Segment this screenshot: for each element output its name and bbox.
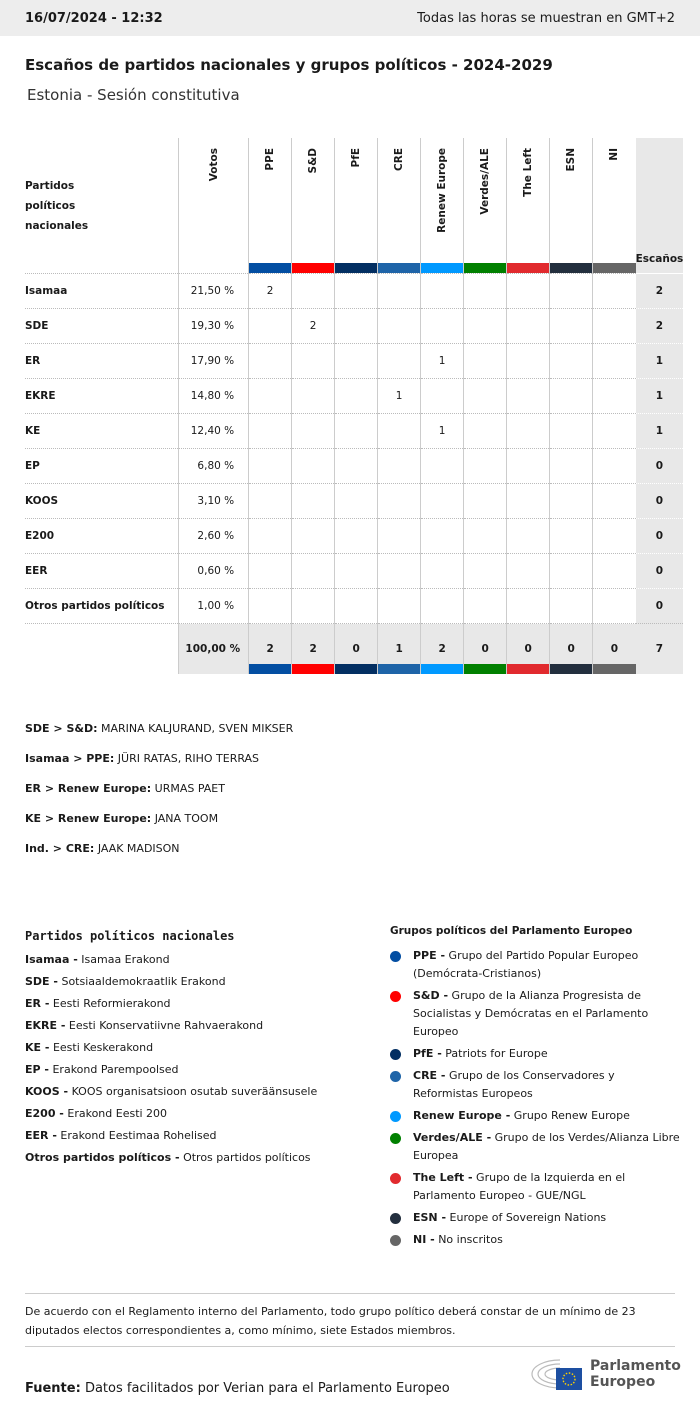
seat-cell: 1 <box>378 379 421 414</box>
top-bar <box>0 0 700 36</box>
seats-value: 1 <box>636 344 684 379</box>
seat-cell <box>292 484 335 519</box>
seat-cell <box>335 554 378 589</box>
seat-cell <box>378 274 421 309</box>
mep-list <box>25 714 293 864</box>
group-color-bar <box>378 263 420 273</box>
legend-name: Grupo de la Alianza Progresista de Socialistas y Demócratas en el Parlamento Europeo <box>413 989 649 1038</box>
seat-cell <box>464 274 507 309</box>
legend-abbr: PPE - <box>413 949 446 962</box>
total-seat-cell <box>335 624 378 674</box>
seats-value: 2 <box>636 274 684 309</box>
source <box>25 1381 450 1396</box>
seat-cell <box>593 554 636 589</box>
group-color-bar <box>292 263 334 273</box>
group-color-bar <box>335 664 377 674</box>
votes-header <box>179 138 249 274</box>
seat-cell <box>464 484 507 519</box>
legend-abbr: KOOS - <box>25 1085 69 1098</box>
mep-label: Isamaa > PPE: <box>25 752 115 765</box>
total-seat-cell <box>507 624 550 674</box>
seat-cell <box>421 484 464 519</box>
seat-cell <box>421 379 464 414</box>
total-seat-value: 0 <box>524 642 532 655</box>
legend-name: Patriots for Europe <box>445 1047 548 1060</box>
seat-cell <box>593 589 636 624</box>
group-color-bar <box>464 263 506 273</box>
legend-name: Grupo del Partido Popular Europeo (Demócrata-Cristianos) <box>413 949 639 980</box>
seat-cell <box>378 484 421 519</box>
legend-name: Europe of Sovereign Nations <box>449 1211 607 1224</box>
seat-cell <box>507 484 550 519</box>
seat-cell <box>249 309 292 344</box>
seat-cell <box>292 274 335 309</box>
group-header-label: Verdes/ALE <box>479 148 492 215</box>
seat-cell <box>550 554 593 589</box>
votes-value: 17,90 % <box>179 344 249 379</box>
table-row <box>25 589 683 624</box>
party-name: ER <box>25 344 179 379</box>
seat-cell <box>593 414 636 449</box>
seat-cell <box>550 589 593 624</box>
seat-cell <box>421 519 464 554</box>
legend-name: Erakond Parempoolsed <box>52 1063 179 1076</box>
party-header: Partidos políticos nacionales <box>25 179 89 232</box>
divider <box>25 1346 675 1347</box>
legend-name: No inscritos <box>438 1233 503 1246</box>
legend-abbr: Verdes/ALE - <box>413 1131 492 1144</box>
group-color-bar <box>507 263 549 273</box>
seat-cell <box>593 344 636 379</box>
seat-cell <box>550 449 593 484</box>
seat-cell <box>550 344 593 379</box>
total-seat-value: 0 <box>610 642 619 655</box>
legend-abbr: KE - <box>25 1041 50 1054</box>
legend-name: KOOS organisatsioon osutab suveräänsusele <box>71 1085 318 1098</box>
legend-abbr: The Left - <box>413 1171 473 1184</box>
parliament-logo[interactable] <box>520 1356 680 1392</box>
group-color-bar <box>593 263 636 273</box>
group-dot-icon <box>390 1213 401 1224</box>
seat-cell <box>292 414 335 449</box>
group-header <box>292 138 335 274</box>
seat-cell: 1 <box>421 344 464 379</box>
seat-cell <box>464 344 507 379</box>
group-header <box>378 138 421 274</box>
seat-cell <box>464 589 507 624</box>
seat-cell <box>335 519 378 554</box>
mep-label: SDE > S&D: <box>25 722 98 735</box>
seat-cell <box>507 344 550 379</box>
group-color-bar <box>249 263 291 273</box>
total-seat-cell <box>421 624 464 674</box>
group-color-bar <box>378 664 420 674</box>
legend-abbr: EKRE - <box>25 1019 66 1032</box>
party-name: EP <box>25 449 179 484</box>
group-color-bar <box>550 664 592 674</box>
group-color-bar <box>421 664 463 674</box>
footer-note: De acuerdo con el Reglamento interno del Parlamento, todo grupo político deberá constar de un mínimo de 23 diputados electos correspondientes a, como mínimo, siete Estados miembros. <box>25 1305 636 1337</box>
table-row <box>25 484 683 519</box>
group-color-bar <box>249 664 291 674</box>
group-header <box>550 138 593 274</box>
seats-value: 0 <box>636 589 684 624</box>
total-seat-value: 2 <box>266 642 274 655</box>
seat-cell <box>421 309 464 344</box>
legend-group-item <box>390 947 680 983</box>
seat-cell <box>464 379 507 414</box>
group-color-bar <box>550 263 592 273</box>
seat-cell <box>593 309 636 344</box>
group-color-bar <box>507 664 549 674</box>
total-seat-value: 0 <box>481 642 489 655</box>
legend-abbr: SDE - <box>25 975 58 988</box>
seat-cell <box>249 589 292 624</box>
party-name: E200 <box>25 519 179 554</box>
votes-value: 0,60 % <box>179 554 249 589</box>
group-header-label: S&D <box>307 148 320 174</box>
legend-abbr: EER - <box>25 1129 57 1142</box>
party-name: SDE <box>25 309 179 344</box>
legend-group-item <box>390 1107 680 1125</box>
party-name: EKRE <box>25 379 179 414</box>
group-color-bar <box>464 664 506 674</box>
seat-cell <box>378 414 421 449</box>
mep-item <box>25 714 293 744</box>
group-header <box>335 138 378 274</box>
mep-names: JAAK MADISON <box>97 842 180 855</box>
legend-name: Sotsiaaldemokraatlik Erakond <box>61 975 226 988</box>
group-color-bar <box>335 263 377 273</box>
timezone-note: Todas las horas se muestran en GMT+2 <box>417 10 675 26</box>
legend-abbr: Otros partidos políticos - <box>25 1151 180 1164</box>
seat-cell <box>550 309 593 344</box>
seat-cell <box>335 274 378 309</box>
seats-table <box>25 138 683 674</box>
legend-name: Otros partidos políticos <box>183 1151 311 1164</box>
legend-abbr: CRE - <box>413 1069 446 1082</box>
legend-name: Erakond Eesti 200 <box>67 1107 168 1120</box>
seat-cell <box>507 519 550 554</box>
table-row <box>25 379 683 414</box>
seat-cell <box>335 449 378 484</box>
legend-name: Erakond Eestimaa Rohelised <box>60 1129 217 1142</box>
votes-value: 12,40 % <box>179 414 249 449</box>
seats-value: 1 <box>636 414 684 449</box>
legend-group-item <box>390 987 680 1041</box>
seats-value: 0 <box>636 519 684 554</box>
group-dot-icon <box>390 1049 401 1060</box>
page-title: Escaños de partidos nacionales y grupos políticos - 2024-2029 <box>25 56 553 74</box>
hemicycle-flag-icon <box>520 1356 584 1392</box>
legend-name: Grupo de los Verdes/Alianza Libre Europea <box>413 1131 680 1162</box>
seat-cell <box>421 449 464 484</box>
blank-cell <box>25 624 179 674</box>
votes-header-label: Votos <box>207 148 220 182</box>
seat-cell <box>292 449 335 484</box>
seat-cell <box>378 449 421 484</box>
legend-name: Eesti Konservatiivne Rahvaerakond <box>68 1019 264 1032</box>
mep-names: JÜRI RATAS, RIHO TERRAS <box>117 752 260 765</box>
seat-cell: 1 <box>421 414 464 449</box>
seat-cell <box>507 414 550 449</box>
seat-cell: 2 <box>292 309 335 344</box>
seat-cell <box>421 274 464 309</box>
group-dot-icon <box>390 1133 401 1144</box>
seat-cell <box>292 379 335 414</box>
votes-value: 6,80 % <box>179 449 249 484</box>
mep-names: JANA TOOM <box>154 812 219 825</box>
party-name: KE <box>25 414 179 449</box>
seat-cell <box>464 309 507 344</box>
legend-national-parties <box>25 925 317 1169</box>
legend-abbr: ER - <box>25 997 50 1010</box>
group-header <box>507 138 550 274</box>
seats-header: Escaños <box>636 138 684 274</box>
mep-names: URMAS PAET <box>154 782 225 795</box>
seats-value: 2 <box>636 309 684 344</box>
legend-item <box>25 949 317 971</box>
legend-abbr: PfE - <box>413 1047 442 1060</box>
total-seat-cell <box>464 624 507 674</box>
legend-item <box>25 1103 317 1125</box>
legend-abbr: E200 - <box>25 1107 64 1120</box>
mep-item <box>25 834 293 864</box>
legend-name: Isamaa Erakond <box>81 953 170 966</box>
group-header-label: PPE <box>264 148 277 171</box>
total-seat-cell <box>593 624 636 674</box>
table-row <box>25 344 683 379</box>
mep-item <box>25 744 293 774</box>
seat-cell <box>421 554 464 589</box>
seat-cell <box>292 344 335 379</box>
mep-label: KE > Renew Europe: <box>25 812 152 825</box>
seat-cell <box>249 554 292 589</box>
seat-cell <box>593 519 636 554</box>
votes-value: 1,00 % <box>179 589 249 624</box>
legend-abbr: ESN - <box>413 1211 447 1224</box>
party-name: Otros partidos políticos <box>25 589 179 624</box>
legend-national-title: Partidos políticos nacionales <box>25 929 235 943</box>
seat-cell <box>464 449 507 484</box>
legend-name: Grupo de los Conservadores y Reformistas Europeos <box>413 1069 615 1100</box>
seat-cell <box>249 484 292 519</box>
seat-cell <box>550 484 593 519</box>
seat-cell <box>249 379 292 414</box>
seat-cell <box>335 309 378 344</box>
totals-row <box>25 624 683 674</box>
seat-cell <box>507 309 550 344</box>
party-name: KOOS <box>25 484 179 519</box>
group-header-label: The Left <box>522 148 535 197</box>
seats-value: 0 <box>636 449 684 484</box>
seat-cell <box>593 379 636 414</box>
votes-value: 19,30 % <box>179 309 249 344</box>
page-subtitle: Estonia - Sesión constitutiva <box>27 86 240 104</box>
legend-abbr: Renew Europe - <box>413 1109 511 1122</box>
table-row <box>25 449 683 484</box>
seat-cell <box>292 589 335 624</box>
seat-cell <box>507 554 550 589</box>
table-row <box>25 414 683 449</box>
group-dot-icon <box>390 991 401 1002</box>
seat-cell <box>335 344 378 379</box>
group-header <box>249 138 292 274</box>
group-header-label: CRE <box>393 148 406 171</box>
seat-cell <box>292 519 335 554</box>
seat-cell <box>292 554 335 589</box>
group-dot-icon <box>390 1071 401 1082</box>
legend-name: Eesti Keskerakond <box>52 1041 154 1054</box>
seat-cell <box>249 414 292 449</box>
legend-item <box>25 1059 317 1081</box>
seat-cell <box>421 589 464 624</box>
seat-cell <box>593 274 636 309</box>
seat-cell <box>335 589 378 624</box>
legend-name: Grupo de la Izquierda en el Parlamento Europeo - GUE/NGL <box>413 1171 626 1202</box>
seat-cell <box>378 519 421 554</box>
seat-cell <box>249 344 292 379</box>
group-dot-icon <box>390 1173 401 1184</box>
seat-cell <box>335 484 378 519</box>
mep-names: MARINA KALJURAND, SVEN MIKSER <box>101 722 294 735</box>
total-seats: 7 <box>636 624 684 674</box>
group-header <box>421 138 464 274</box>
group-dot-icon <box>390 1235 401 1246</box>
legend-abbr: Isamaa - <box>25 953 78 966</box>
logo-text: Parlamento Europeo <box>590 1358 681 1390</box>
legend-item <box>25 993 317 1015</box>
mep-item <box>25 804 293 834</box>
votes-value: 14,80 % <box>179 379 249 414</box>
votes-value: 2,60 % <box>179 519 249 554</box>
group-header <box>593 138 636 274</box>
legend-item <box>25 1015 317 1037</box>
legend-groups-title: Grupos políticos del Parlamento Europeo <box>390 925 633 937</box>
legend-group-item <box>390 1169 680 1205</box>
seat-cell <box>335 414 378 449</box>
legend-group-item <box>390 1045 680 1063</box>
seat-cell <box>550 274 593 309</box>
group-header-label: NI <box>608 148 621 161</box>
legend-group-item <box>390 1209 680 1227</box>
seats-value: 1 <box>636 379 684 414</box>
total-seat-cell <box>378 624 421 674</box>
total-seat-value: 2 <box>309 642 317 655</box>
legend-item <box>25 1125 317 1147</box>
seat-cell <box>378 589 421 624</box>
mep-item <box>25 774 293 804</box>
datetime: 16/07/2024 - 12:32 <box>25 10 163 26</box>
seat-cell <box>550 414 593 449</box>
legend-item <box>25 1147 317 1169</box>
seat-cell <box>464 414 507 449</box>
group-color-bar <box>421 263 463 273</box>
group-dot-icon <box>390 1111 401 1122</box>
seat-cell <box>378 309 421 344</box>
mep-label: Ind. > CRE: <box>25 842 95 855</box>
legend-item <box>25 1081 317 1103</box>
party-name: EER <box>25 554 179 589</box>
group-header-label: ESN <box>565 148 578 172</box>
seat-cell <box>507 274 550 309</box>
seat-cell <box>249 519 292 554</box>
total-seat-cell <box>550 624 593 674</box>
legend-name: Grupo Renew Europe <box>513 1109 630 1122</box>
total-seat-value: 0 <box>567 642 575 655</box>
legend-name: Eesti Reformierakond <box>52 997 171 1010</box>
seat-cell <box>464 554 507 589</box>
votes-value: 21,50 % <box>179 274 249 309</box>
seat-cell <box>249 449 292 484</box>
legend-group-item <box>390 1067 680 1103</box>
legend-abbr: NI - <box>413 1233 435 1246</box>
legend-group-item <box>390 1231 680 1249</box>
seat-cell <box>507 589 550 624</box>
seat-cell <box>593 449 636 484</box>
legend-political-groups <box>390 925 680 1253</box>
legend-group-item <box>390 1129 680 1165</box>
group-dot-icon <box>390 951 401 962</box>
source-text: Datos facilitados por Verian para el Parlamento Europeo <box>84 1381 450 1396</box>
seat-cell <box>507 379 550 414</box>
table-row <box>25 554 683 589</box>
seat-cell <box>464 519 507 554</box>
total-seat-value: 2 <box>438 642 446 655</box>
group-header-label: PfE <box>350 148 363 168</box>
mep-label: ER > Renew Europe: <box>25 782 152 795</box>
group-header <box>464 138 507 274</box>
table-row <box>25 274 683 309</box>
total-votes: 100,00 % <box>179 624 249 674</box>
legend-item <box>25 1037 317 1059</box>
seats-value: 0 <box>636 484 684 519</box>
total-seat-cell <box>292 624 335 674</box>
table-row <box>25 519 683 554</box>
seat-cell <box>550 379 593 414</box>
seats-value: 0 <box>636 554 684 589</box>
seat-cell: 2 <box>249 274 292 309</box>
total-seat-value: 1 <box>395 642 403 655</box>
legend-abbr: S&D - <box>413 989 449 1002</box>
group-color-bar <box>593 664 636 674</box>
seat-cell <box>550 519 593 554</box>
group-color-bar <box>292 664 334 674</box>
seat-cell <box>335 379 378 414</box>
legend-abbr: EP - <box>25 1063 49 1076</box>
seat-cell <box>378 554 421 589</box>
party-name: Isamaa <box>25 274 179 309</box>
seat-cell <box>378 344 421 379</box>
seat-cell <box>507 449 550 484</box>
seat-cell <box>593 484 636 519</box>
group-header-label: Renew Europe <box>436 148 449 233</box>
source-label: Fuente: <box>25 1381 81 1396</box>
legend-item <box>25 971 317 993</box>
votes-value: 3,10 % <box>179 484 249 519</box>
divider <box>25 1293 675 1294</box>
total-seat-cell <box>249 624 292 674</box>
total-seat-value: 0 <box>352 642 360 655</box>
table-row <box>25 309 683 344</box>
